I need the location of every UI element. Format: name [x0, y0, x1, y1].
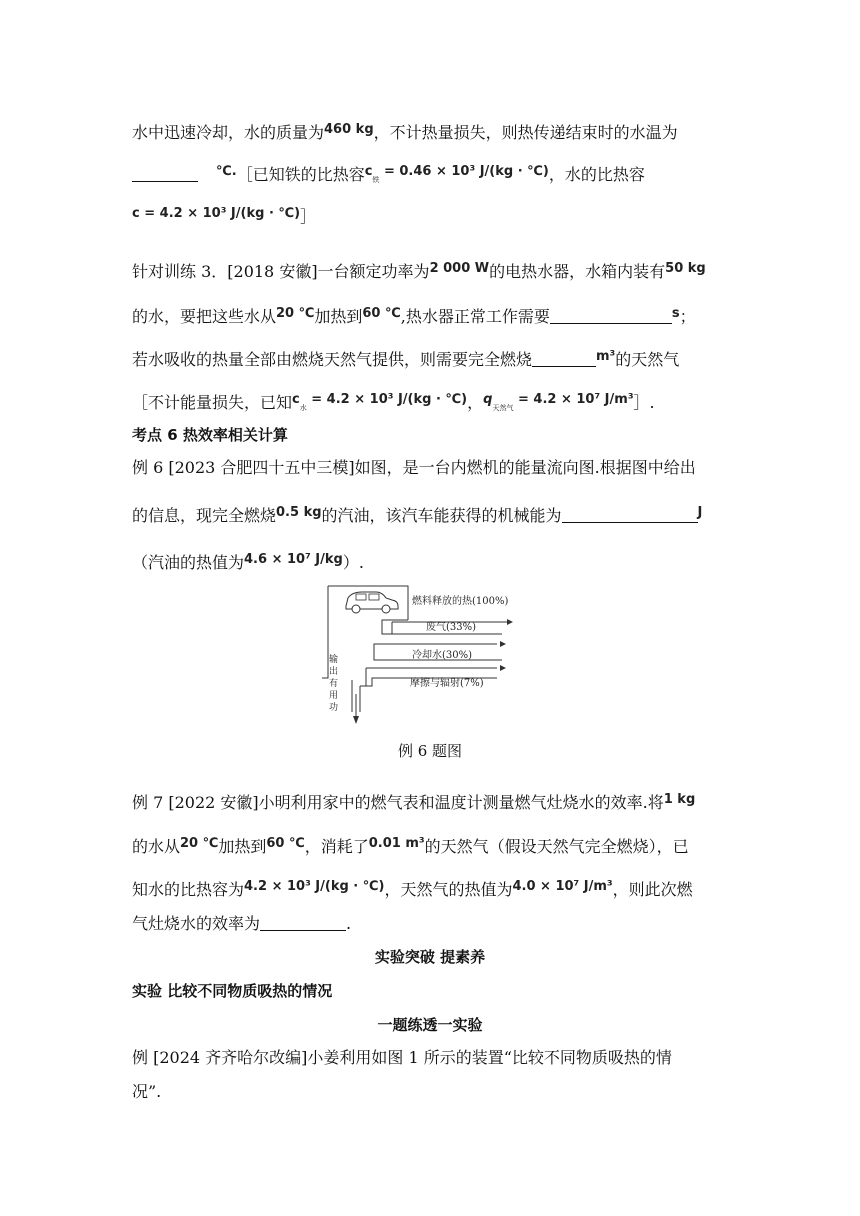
problem-text-line: [132, 788, 695, 815]
unit: J: [697, 505, 703, 520]
problem-text-line: [132, 257, 706, 284]
answer-blank[interactable]: [550, 307, 672, 324]
problem-text-line: [132, 875, 693, 902]
text: 气灶烧水的效率为: [132, 914, 261, 933]
problem-text-line: [132, 345, 679, 372]
formula: 1 kg: [663, 792, 696, 807]
text: ，水的比热容: [548, 165, 645, 184]
problem-text-line: [132, 118, 678, 145]
formula: 4.2 × 10³ J/(kg · ℃): [244, 879, 385, 894]
text: 的水从: [132, 837, 181, 856]
formula: q: [483, 392, 493, 407]
unit: ℃.: [216, 164, 237, 179]
text: 例 7 [2022 安徽]小明利用家中的燃气表和温度计测量燃气灶烧水的效率.将: [132, 793, 664, 812]
text: ，: [467, 393, 484, 412]
text: 的水，要把这些水从: [132, 307, 277, 326]
text: 知水的比热容为: [132, 880, 245, 899]
formula: 20 ℃: [180, 836, 219, 851]
exhaust-label: 废气(33%): [426, 622, 477, 633]
problem-text-line: [132, 832, 689, 859]
text: ，消耗了: [304, 837, 369, 856]
text: （汽油的热值为: [132, 553, 245, 572]
formula: c = 4.2 × 10³ J/(kg · ℃): [132, 206, 301, 221]
problem-text-line: [132, 160, 645, 192]
problem-text-line: [132, 548, 364, 575]
text: 若水吸收的热量全部由燃烧天然气提供，则需要完全燃烧: [132, 350, 533, 369]
useful-work-char: 有: [329, 679, 339, 689]
experiment-heading: 实验 比较不同物质吸热的情况: [132, 982, 333, 1000]
section-heading: 考点 6 热效率相关计算: [132, 426, 288, 444]
figure-caption: 例 6 题图: [397, 742, 463, 760]
formula: = 4.2 × 10⁷ J/m³: [513, 392, 634, 407]
problem-text-line: [132, 388, 655, 420]
answer-blank[interactable]: [132, 165, 198, 182]
answer-blank[interactable]: [260, 914, 346, 931]
text: ［不计能量损失，已知: [132, 393, 293, 412]
problem-text-line: [132, 912, 351, 936]
subscript: 水: [299, 404, 307, 412]
formula: 4.0 × 10⁷ J/m³: [512, 879, 613, 894]
answer-blank[interactable]: [562, 506, 698, 523]
text: 针对训练 3．[2018 安徽]一台额定功率为: [132, 262, 430, 281]
problem-text-line: 例 6 [2023 合肥四十五中三模]如图，是一台内燃机的能量流向图.根据图中给出: [132, 458, 696, 477]
text: ；: [679, 307, 696, 326]
problem-text-line: [132, 302, 696, 329]
problem-text-line: [132, 202, 316, 229]
useful-work-char: 出: [329, 667, 339, 677]
formula: 2 000 W: [429, 261, 490, 276]
formula: c: [364, 164, 373, 179]
text: 的汽油，该汽车能获得的机械能为: [321, 506, 562, 525]
section-title: 实验突破 提素养: [374, 948, 486, 966]
useful-work-char: 用: [329, 691, 339, 701]
problem-text-line: 例 [2024 齐齐哈尔改编]小姜利用如图 1 所示的装置“比较不同物质吸热的情: [132, 1048, 672, 1067]
useful-work-char: 输: [329, 655, 339, 665]
text: ，不计热量损失，则热传递结束时的水温为: [373, 123, 678, 142]
useful-work-char: 功: [329, 703, 339, 713]
answer-blank[interactable]: [532, 350, 596, 367]
text: 的信息，现完全燃烧: [132, 506, 277, 525]
text: 加热到: [218, 837, 267, 856]
cooling-water-label: 冷却水(30%): [412, 650, 473, 661]
formula: 60 ℃: [362, 306, 401, 321]
energy-flow-diagram: [322, 582, 520, 730]
text: ］: [300, 207, 317, 226]
unit: s: [671, 306, 680, 321]
car-icon: [346, 592, 398, 613]
text: ，天然气的热值为: [384, 880, 513, 899]
formula: 50 kg: [665, 261, 706, 276]
formula: 0.01 m³: [368, 836, 425, 851]
formula: 60 ℃: [266, 836, 305, 851]
text: ，则此次燃: [612, 880, 693, 899]
text: 的天然气（假设天然气完全燃烧），已: [424, 837, 689, 856]
formula: = 4.2 × 10³ J/(kg · ℃): [306, 392, 468, 407]
sub-title: 一题练透一实验: [377, 1016, 483, 1034]
formula: 0.5 kg: [276, 505, 322, 520]
formula: = 0.46 × 10³ J/(kg · ℃): [379, 164, 549, 179]
friction-radiation-label: 摩擦与辐射(7%): [410, 678, 484, 689]
text: 的天然气: [615, 350, 680, 369]
text: ）.: [342, 553, 364, 572]
problem-text-line: 况”.: [132, 1082, 162, 1101]
text: 水中迅速冷却，水的质量为: [132, 123, 325, 142]
formula: 460 kg: [324, 122, 374, 137]
subscript: 铁: [372, 176, 380, 184]
text: 的电热水器，水箱内装有: [489, 262, 666, 281]
text: 加热到: [314, 307, 363, 326]
useful-work-label: [329, 653, 338, 713]
text: ,热水器正常工作需要: [400, 307, 550, 326]
fuel-heat-label: 燃料释放的热(100%): [412, 596, 509, 607]
text: ［已知铁的比热容: [236, 165, 365, 184]
problem-text-line: [132, 501, 702, 528]
unit: m³: [596, 349, 616, 364]
formula: 4.6 × 10⁷ J/kg: [244, 552, 343, 567]
formula: 20 ℃: [276, 306, 315, 321]
text: .: [346, 914, 352, 933]
text: ］.: [633, 393, 655, 412]
subscript: 天然气: [492, 404, 514, 412]
formula: c: [292, 392, 300, 407]
